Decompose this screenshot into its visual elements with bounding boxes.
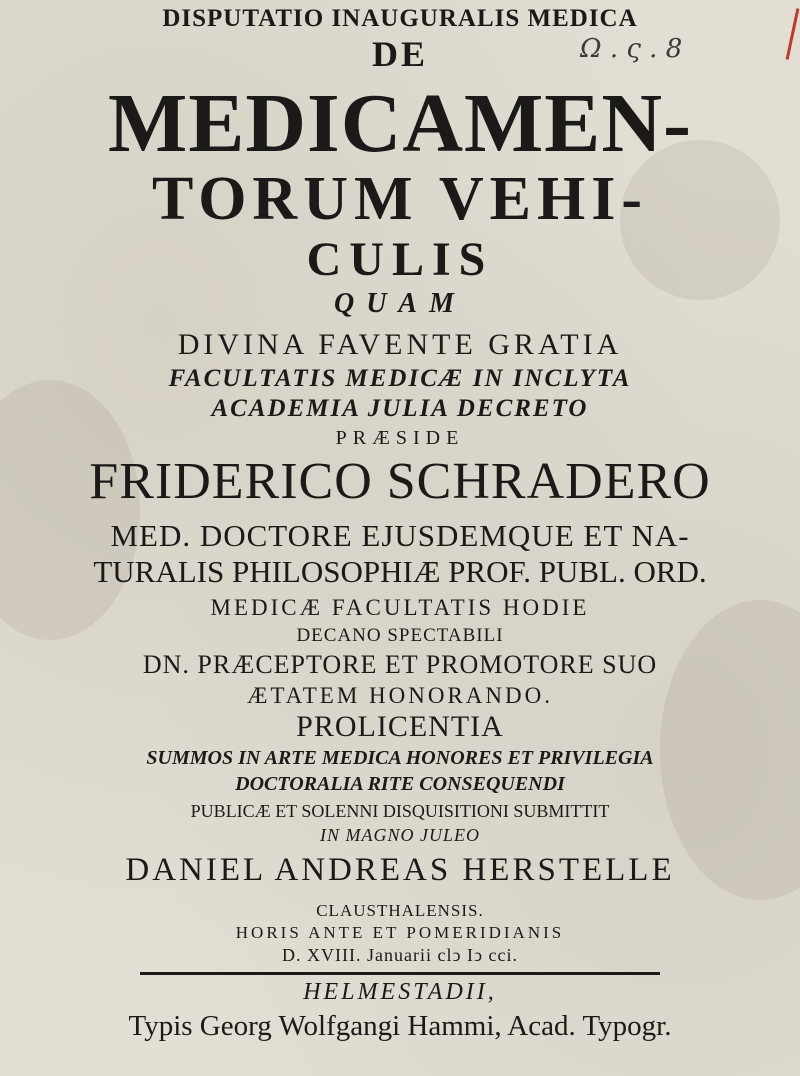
main-title-line-3: CULIS (306, 233, 494, 286)
printer-line: Typis Georg Wolfgangi Hammi, Acad. Typogr. (128, 1010, 672, 1042)
divina-line: DIVINA FAVENTE GRATIA (177, 328, 623, 361)
doctoralia-line: DOCTORALIA RITE CONSEQUENDI (235, 773, 565, 795)
facultatis-line: FACULTATIS MEDICÆ IN INCLYTA (168, 365, 632, 392)
divider-rule (140, 972, 660, 975)
origin-line: CLAUSTHALENSIS. (316, 901, 484, 920)
summos-line: SUMMOS IN ARTE MEDICA HONORES ET PRIVILEGIA (146, 747, 654, 769)
praeses-title-1: MED. DOCTORE EJUSDEMQUE ET NA- (110, 518, 690, 553)
aetatem-line: ÆTATEM HONORANDO. (247, 683, 553, 708)
handwritten-note: Ω . ς . 8 (580, 34, 683, 64)
in-magno-line: IN MAGNO JULEO (320, 825, 480, 845)
decano-line: DECANO SPECTABILI (296, 625, 504, 646)
publicae-line: PUBLICÆ ET SOLENNI DISQUISITIONI SUBMITTIT (190, 801, 610, 821)
praeses-name: FRIDERICO SCHRADERO (89, 453, 711, 510)
main-title-line-2: TORUM VEHI- (151, 165, 649, 233)
praeceptore-line: DN. PRÆCEPTORE ET PROMOTORE SUO (142, 650, 658, 679)
hours-line: HORIS ANTE ET POMERIDIANIS (235, 923, 565, 942)
praeses-title-2: TURALIS PHILOSOPHIÆ PROF. PUBL. ORD. (93, 554, 707, 589)
prolicentia-line: PROLICENTIA (296, 710, 504, 743)
header-line: DISPUTATIO INAUGURALIS MEDICA (162, 5, 638, 32)
main-title-line-1: MEDICAMEN- (108, 77, 692, 170)
date-line: D. XVIII. Januarii clↄ Iↄ cci. (282, 945, 518, 965)
praeses-title-3: MEDICÆ FACULTATIS HODIE (210, 595, 590, 620)
quam-line: QUAM (333, 288, 466, 319)
preposition-de: DE (371, 34, 428, 74)
place-line: HELMESTADII, (303, 979, 497, 1005)
academia-line: ACADEMIA JULIA DECRETO (211, 395, 589, 422)
respondent-name: DANIEL ANDREAS HERSTELLE (125, 852, 675, 888)
praeside-line: PRÆSIDE (335, 427, 465, 449)
